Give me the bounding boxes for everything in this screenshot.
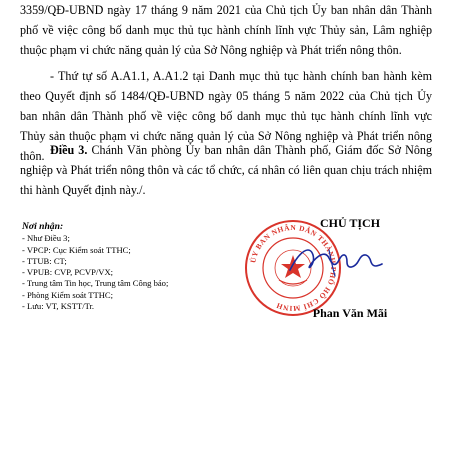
recipients-block [22,221,222,312]
recipient-item: - Như Điều 3; [22,233,70,244]
svg-text:ỦY BAN NHÂN DÂN THÀNH PHỐ HỒ C: ỦY BAN NHÂN DÂN THÀNH PHỐ HỒ CHÍ MINH [248,222,339,314]
recipient-item: - Lưu: VT, KSTT/Tr. [22,301,95,312]
article-3-text: Chánh Văn phòng Ủy ban nhân dân Thành phố, Giám đốc Sở Nông nghiệp và Phát triển nông thôn và các tổ chức, cá nhân có liên quan chịu trách nhiệm thi hành Quyết định này./. [20,143,432,197]
recipient-item: - VPUB: CVP, PCVP/VX; [22,267,114,278]
recipients-title: Nơi nhận: [22,221,64,232]
recipient-item: - VPCP: Cục Kiểm soát TTHC; [22,244,131,255]
recipient-item: - TTUB: CT; [22,255,67,266]
paragraph-2: - Thứ tự số A.A1.1, A.A1.2 tại Danh mục thủ tục hành chính ban hành kèm theo Quyết định số 1484/QĐ-UBND ngày 05 tháng 5 năm 2022 của Chủ tịch Ủy ban nhân dân Thành phố về việc công bố danh mục thủ tục hành chính lĩnh vực Thủy sản thuộc phạm vi chức năng quản lý của Sở Nông nghiệp và Phát triển nông thôn. [20,69,432,163]
handwritten-signature [285,240,385,280]
recipient-item: - Trung tâm Tin học, Trung tâm Công báo; [22,278,169,289]
signer-title: CHỦ TỊCH [319,216,381,230]
paragraph-3 [20,140,432,200]
signer-name: Phan Văn Mãi [312,306,388,320]
article-3-label: Điều 3. [50,143,88,157]
paragraph-1: 3359/QĐ-UBND ngày 17 tháng 9 năm 2021 của Chủ tịch Ủy ban nhân dân Thành phố về việc công bố danh mục thủ tục hành chính lĩnh vực Thủy sản, Lâm nghiệp thuộc phạm vi chức năng quản lý của Sở Nông nghiệp và Phát triển nông thôn. [20,3,432,57]
recipient-item: - Phòng Kiểm soát TTHC; [22,289,114,300]
